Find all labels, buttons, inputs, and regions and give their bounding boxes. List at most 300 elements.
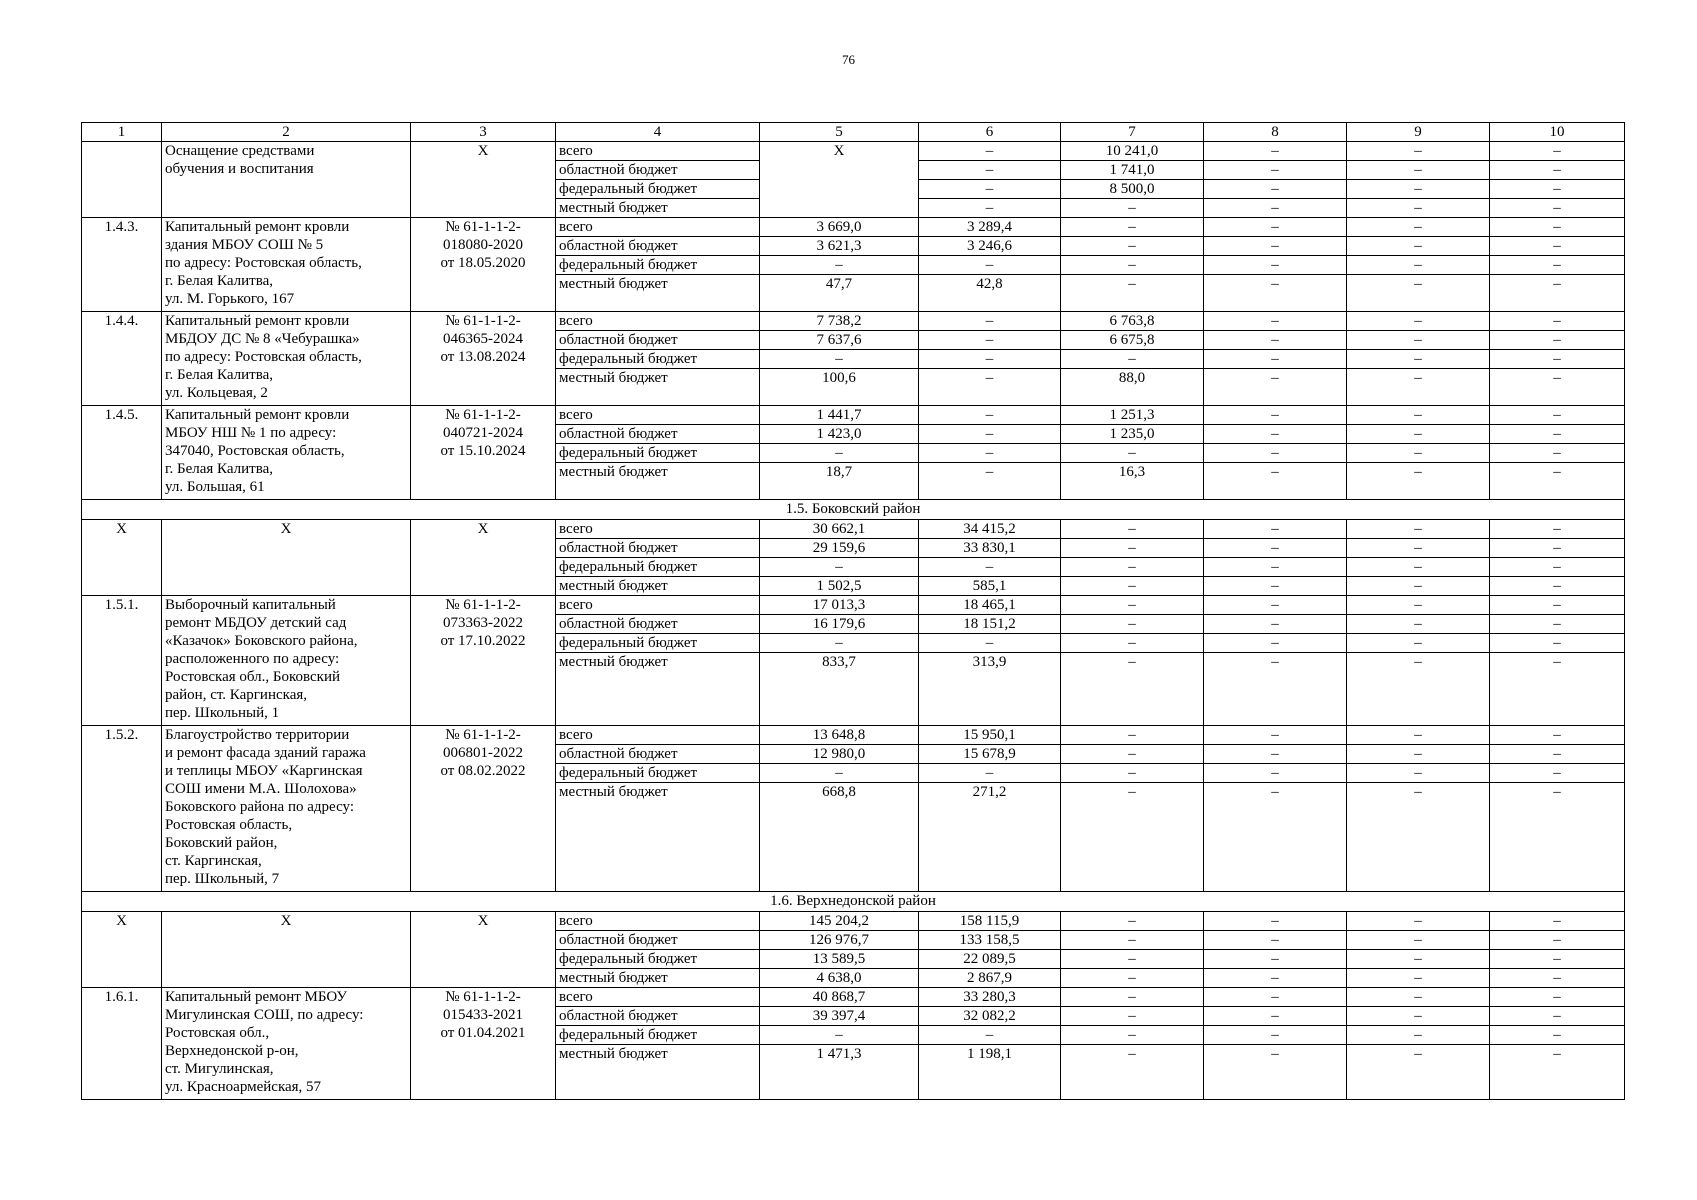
budget-source: местный бюджет xyxy=(556,463,760,500)
value-cell: – xyxy=(1490,444,1625,463)
value-cell: – xyxy=(1061,931,1204,950)
item-name xyxy=(162,726,411,892)
value-cell: 17 013,3 xyxy=(760,596,919,615)
value-cell: – xyxy=(919,312,1061,331)
value-cell: – xyxy=(919,199,1061,218)
item-number: 1.4.4. xyxy=(82,312,162,406)
value-cell: – xyxy=(1061,615,1204,634)
value-cell: – xyxy=(1061,653,1204,726)
value-cell: – xyxy=(1490,350,1625,369)
cell-line: Верхнедонской р-он, xyxy=(165,1043,299,1059)
budget-source: местный бюджет xyxy=(556,369,760,406)
cell-line: Ростовская область, xyxy=(165,817,293,833)
cell-line: X xyxy=(280,913,292,929)
value-cell: – xyxy=(1204,331,1347,350)
value-cell: 313,9 xyxy=(919,653,1061,726)
value-cell: – xyxy=(1204,142,1347,161)
cell-line: Капитальный ремонт кровли xyxy=(165,219,350,235)
section-row xyxy=(82,500,1625,520)
value-cell: – xyxy=(919,331,1061,350)
value-cell: – xyxy=(1490,596,1625,615)
value-cell: 12 980,0 xyxy=(760,745,919,764)
value-cell: – xyxy=(1347,969,1490,988)
value-cell: – xyxy=(1061,256,1204,275)
value-cell: – xyxy=(1347,312,1490,331)
value-cell: – xyxy=(1204,558,1347,577)
value-cell: – xyxy=(1490,161,1625,180)
cell-line: Капитальный ремонт МБОУ xyxy=(165,989,347,1005)
cell-line: Ростовская обл., Боковский xyxy=(165,669,341,685)
item-number: 1.5.1. xyxy=(82,596,162,726)
cell-line: X xyxy=(477,143,489,159)
cell-line: от 15.10.2024 xyxy=(440,443,526,459)
value-cell: 13 648,8 xyxy=(760,726,919,745)
cell-line: Боковский район, xyxy=(165,835,278,851)
cell-line: от 18.05.2020 xyxy=(440,255,526,271)
value-cell: 47,7 xyxy=(760,275,919,312)
value-cell: – xyxy=(1347,577,1490,596)
section-title: 1.5. Боковский район xyxy=(82,500,1625,520)
value-cell: – xyxy=(1061,199,1204,218)
cell-line: X xyxy=(477,521,489,537)
value-cell: 34 415,2 xyxy=(919,520,1061,539)
cell-line: от 13.08.2024 xyxy=(440,349,526,365)
value-cell: 15 678,9 xyxy=(919,745,1061,764)
value-cell: 4 638,0 xyxy=(760,969,919,988)
value-cell: – xyxy=(1490,237,1625,256)
value-cell: 33 280,3 xyxy=(919,988,1061,1007)
value-cell: 3 246,6 xyxy=(919,237,1061,256)
column-number-row xyxy=(82,123,1625,142)
value-cell: – xyxy=(1347,331,1490,350)
budget-source: местный бюджет xyxy=(556,577,760,596)
value-cell: – xyxy=(1347,161,1490,180)
item-name xyxy=(162,406,411,500)
value-cell: – xyxy=(760,764,919,783)
cell-line: расположенного по адресу: xyxy=(165,651,340,667)
value-cell: 585,1 xyxy=(919,577,1061,596)
value-cell: 6 675,8 xyxy=(1061,331,1204,350)
column-number: 1 xyxy=(82,123,162,142)
value-cell: – xyxy=(1490,312,1625,331)
value-cell: 1 502,5 xyxy=(760,577,919,596)
value-cell: – xyxy=(1061,1045,1204,1100)
value-cell: – xyxy=(1204,745,1347,764)
column-number: 5 xyxy=(760,123,919,142)
budget-source: областной бюджет xyxy=(556,331,760,350)
value-cell: – xyxy=(1490,369,1625,406)
budget-source: местный бюджет xyxy=(556,969,760,988)
value-cell: – xyxy=(1490,1007,1625,1026)
value-cell: 1 235,0 xyxy=(1061,425,1204,444)
column-number: 8 xyxy=(1204,123,1347,142)
budget-source: местный бюджет xyxy=(556,275,760,312)
value-cell: – xyxy=(1490,180,1625,199)
budget-source: федеральный бюджет xyxy=(556,256,760,275)
item-number: 1.4.3. xyxy=(82,218,162,312)
budget-source: областной бюджет xyxy=(556,745,760,764)
value-cell: – xyxy=(1347,350,1490,369)
value-cell: 3 621,3 xyxy=(760,237,919,256)
value-cell: – xyxy=(919,444,1061,463)
cell-line: Оснащение средствами xyxy=(165,143,315,159)
budget-source: всего xyxy=(556,520,760,539)
value-cell: – xyxy=(1490,1026,1625,1045)
value-cell: 29 159,6 xyxy=(760,539,919,558)
value-cell: 7 637,6 xyxy=(760,331,919,350)
value-cell: – xyxy=(1204,969,1347,988)
value-cell: – xyxy=(1061,1026,1204,1045)
budget-source: областной бюджет xyxy=(556,237,760,256)
budget-table xyxy=(81,122,1625,1100)
value-cell: – xyxy=(919,1026,1061,1045)
contract-number xyxy=(411,520,556,596)
value-cell: – xyxy=(1204,463,1347,500)
budget-source: всего xyxy=(556,218,760,237)
value-cell: – xyxy=(1061,444,1204,463)
value-cell: – xyxy=(1490,218,1625,237)
cell-line: X xyxy=(477,913,489,929)
value-cell: – xyxy=(1061,745,1204,764)
value-cell: – xyxy=(1490,950,1625,969)
value-cell: – xyxy=(1490,745,1625,764)
value-cell: – xyxy=(1061,988,1204,1007)
value-cell: 3 289,4 xyxy=(919,218,1061,237)
value-cell: – xyxy=(919,558,1061,577)
budget-source: областной бюджет xyxy=(556,615,760,634)
value-cell: – xyxy=(1061,539,1204,558)
value-cell: – xyxy=(1347,256,1490,275)
value-cell: 39 397,4 xyxy=(760,1007,919,1026)
cell-line: и теплицы МБОУ «Каргинская xyxy=(165,763,363,779)
value-cell: – xyxy=(1204,520,1347,539)
cell-line: ул. Красноармейская, 57 xyxy=(165,1079,322,1095)
cell-line: Капитальный ремонт кровли xyxy=(165,313,350,329)
value-cell: – xyxy=(919,350,1061,369)
value-cell: – xyxy=(1204,1045,1347,1100)
budget-source: областной бюджет xyxy=(556,931,760,950)
value-cell: – xyxy=(1204,539,1347,558)
value-cell: 8 500,0 xyxy=(1061,180,1204,199)
value-cell: – xyxy=(1347,912,1490,931)
value-cell: – xyxy=(1490,256,1625,275)
budget-source: местный бюджет xyxy=(556,199,760,218)
value-cell: – xyxy=(1490,275,1625,312)
budget-source: федеральный бюджет xyxy=(556,350,760,369)
value-cell: 10 241,0 xyxy=(1061,142,1204,161)
value-cell: – xyxy=(1347,463,1490,500)
cell-line: и ремонт фасада зданий гаража xyxy=(165,745,366,761)
value-cell: 1 198,1 xyxy=(919,1045,1061,1100)
budget-source: всего xyxy=(556,406,760,425)
value-cell: – xyxy=(1204,199,1347,218)
contract-number xyxy=(411,726,556,892)
value-cell: – xyxy=(1204,256,1347,275)
cell-line: от 01.04.2021 xyxy=(440,1025,526,1041)
budget-source: местный бюджет xyxy=(556,783,760,892)
value-cell: – xyxy=(1490,1045,1625,1100)
value-cell: – xyxy=(919,142,1061,161)
cell-line: 073363-2022 xyxy=(443,615,523,631)
budget-source: федеральный бюджет xyxy=(556,558,760,577)
value-cell: 1 441,7 xyxy=(760,406,919,425)
value-cell: – xyxy=(1061,1007,1204,1026)
value-cell: – xyxy=(1490,142,1625,161)
value-cell: – xyxy=(1347,218,1490,237)
value-cell: – xyxy=(1490,331,1625,350)
value-cell: – xyxy=(1347,950,1490,969)
value-cell: – xyxy=(919,764,1061,783)
item-number: 1.6.1. xyxy=(82,988,162,1100)
budget-source: федеральный бюджет xyxy=(556,444,760,463)
cell-line: обучения и воспитания xyxy=(165,161,314,177)
value-cell: – xyxy=(1490,912,1625,931)
column-number: 7 xyxy=(1061,123,1204,142)
cell-line: № 61-1-1-2- xyxy=(445,219,521,235)
value-cell: – xyxy=(1347,653,1490,726)
value-cell: – xyxy=(1347,745,1490,764)
value-cell: – xyxy=(1061,596,1204,615)
cell-line: 015433-2021 xyxy=(443,1007,523,1023)
value-cell: 16 179,6 xyxy=(760,615,919,634)
value-cell: – xyxy=(1490,463,1625,500)
value-cell: – xyxy=(1347,596,1490,615)
cell-line: № 61-1-1-2- xyxy=(445,727,521,743)
value-cell: – xyxy=(1347,520,1490,539)
item-name xyxy=(162,218,411,312)
contract-number xyxy=(411,406,556,500)
item-number: X xyxy=(82,912,162,988)
value-cell: – xyxy=(1204,218,1347,237)
value-cell: – xyxy=(1061,783,1204,892)
cell-line: здания МБОУ СОШ № 5 xyxy=(165,237,324,253)
cell-line: пер. Школьный, 7 xyxy=(165,871,280,887)
cell-line: по адресу: Ростовская область, xyxy=(165,349,362,365)
cell-line: 347040, Ростовская область, xyxy=(165,443,345,459)
budget-source: областной бюджет xyxy=(556,161,760,180)
column-number: 2 xyxy=(162,123,411,142)
cell-line: от 17.10.2022 xyxy=(440,633,526,649)
cell-line: Благоустройство территории xyxy=(165,727,350,743)
value-cell: – xyxy=(1204,577,1347,596)
value-cell: – xyxy=(1061,558,1204,577)
value-cell: – xyxy=(1347,726,1490,745)
value-cell: 15 950,1 xyxy=(919,726,1061,745)
value-cell: – xyxy=(1204,237,1347,256)
value-cell: – xyxy=(1204,425,1347,444)
value-cell: 1 423,0 xyxy=(760,425,919,444)
table-row xyxy=(82,406,1625,425)
item-name xyxy=(162,912,411,988)
cell-line: от 08.02.2022 xyxy=(440,763,526,779)
budget-source: всего xyxy=(556,988,760,1007)
value-cell: 18,7 xyxy=(760,463,919,500)
value-cell: – xyxy=(1490,931,1625,950)
value-cell: 271,2 xyxy=(919,783,1061,892)
value-cell: – xyxy=(1347,180,1490,199)
contract-number xyxy=(411,912,556,988)
value-cell: – xyxy=(1204,726,1347,745)
value-cell: – xyxy=(1204,764,1347,783)
value-cell: – xyxy=(1204,180,1347,199)
cell-line: X xyxy=(280,521,292,537)
budget-source: местный бюджет xyxy=(556,1045,760,1100)
value-cell: – xyxy=(919,161,1061,180)
table-row xyxy=(82,218,1625,237)
table-row xyxy=(82,142,1625,161)
cell-line: ул. Большая, 61 xyxy=(165,479,265,495)
value-cell: – xyxy=(1347,615,1490,634)
cell-line: Ростовская обл., xyxy=(165,1025,270,1041)
value-cell: – xyxy=(1204,1007,1347,1026)
value-cell: – xyxy=(1347,1026,1490,1045)
cell-line: № 61-1-1-2- xyxy=(445,989,521,1005)
contract-number xyxy=(411,988,556,1100)
table-row xyxy=(82,988,1625,1007)
value-cell: – xyxy=(1490,726,1625,745)
value-cell: – xyxy=(1204,912,1347,931)
value-cell: – xyxy=(1061,237,1204,256)
value-col5: X xyxy=(760,142,919,218)
table-row xyxy=(82,726,1625,745)
value-cell: – xyxy=(1490,764,1625,783)
cell-line: г. Белая Калитва, xyxy=(165,461,273,477)
value-cell: – xyxy=(919,369,1061,406)
cell-line: район, ст. Каргинская, xyxy=(165,687,307,703)
value-cell: – xyxy=(919,180,1061,199)
value-cell: 3 669,0 xyxy=(760,218,919,237)
item-name xyxy=(162,312,411,406)
budget-source: федеральный бюджет xyxy=(556,950,760,969)
item-name xyxy=(162,142,411,218)
value-cell: 2 867,9 xyxy=(919,969,1061,988)
value-cell: – xyxy=(1204,369,1347,406)
value-cell: – xyxy=(1490,425,1625,444)
value-cell: – xyxy=(1204,444,1347,463)
value-cell: – xyxy=(919,463,1061,500)
value-cell: – xyxy=(1204,275,1347,312)
value-cell: 40 868,7 xyxy=(760,988,919,1007)
cell-line: «Казачок» Боковского района, xyxy=(165,633,358,649)
value-cell: 30 662,1 xyxy=(760,520,919,539)
item-name xyxy=(162,988,411,1100)
cell-line: № 61-1-1-2- xyxy=(445,597,521,613)
cell-line: № 61-1-1-2- xyxy=(445,313,521,329)
value-cell: – xyxy=(1347,931,1490,950)
value-cell: – xyxy=(1061,577,1204,596)
value-cell: – xyxy=(1347,558,1490,577)
value-cell: – xyxy=(1347,1045,1490,1100)
budget-source: федеральный бюджет xyxy=(556,1026,760,1045)
value-cell: 18 465,1 xyxy=(919,596,1061,615)
value-cell: – xyxy=(1490,577,1625,596)
value-cell: – xyxy=(760,444,919,463)
value-cell: – xyxy=(1347,142,1490,161)
value-cell: – xyxy=(1347,988,1490,1007)
value-cell: 88,0 xyxy=(1061,369,1204,406)
value-cell: – xyxy=(1061,520,1204,539)
value-cell: 100,6 xyxy=(760,369,919,406)
cell-line: ул. Кольцевая, 2 xyxy=(165,385,268,401)
table-row xyxy=(82,520,1625,539)
budget-source: областной бюджет xyxy=(556,425,760,444)
value-cell: – xyxy=(1347,634,1490,653)
value-cell: – xyxy=(1490,988,1625,1007)
value-cell: – xyxy=(1204,596,1347,615)
value-cell: 33 830,1 xyxy=(919,539,1061,558)
value-cell: – xyxy=(1347,1007,1490,1026)
value-cell: 668,8 xyxy=(760,783,919,892)
section-title: 1.6. Верхнедонской район xyxy=(82,892,1625,912)
column-number: 9 xyxy=(1347,123,1490,142)
budget-source: местный бюджет xyxy=(556,653,760,726)
value-cell: – xyxy=(1061,350,1204,369)
value-cell: – xyxy=(1347,237,1490,256)
value-cell: – xyxy=(1490,969,1625,988)
budget-source: всего xyxy=(556,726,760,745)
value-cell: 833,7 xyxy=(760,653,919,726)
value-cell: – xyxy=(1347,764,1490,783)
cell-line: СОШ имени М.А. Шолохова» xyxy=(165,781,357,797)
value-cell: – xyxy=(919,425,1061,444)
cell-line: 046365-2024 xyxy=(443,331,523,347)
cell-line: ст. Мигулинская, xyxy=(165,1061,274,1077)
value-cell: – xyxy=(1490,558,1625,577)
value-cell: – xyxy=(1490,615,1625,634)
value-cell: – xyxy=(1204,931,1347,950)
value-cell: – xyxy=(760,350,919,369)
value-cell: 6 763,8 xyxy=(1061,312,1204,331)
value-cell: – xyxy=(1347,783,1490,892)
cell-line: Боковского района по адресу: xyxy=(165,799,354,815)
section-row xyxy=(82,892,1625,912)
value-cell: – xyxy=(1490,634,1625,653)
value-cell: – xyxy=(1347,539,1490,558)
cell-line: № 61-1-1-2- xyxy=(445,407,521,423)
value-cell: – xyxy=(760,558,919,577)
value-cell: – xyxy=(1347,425,1490,444)
contract-number xyxy=(411,218,556,312)
cell-line: 006801-2022 xyxy=(443,745,523,761)
cell-line: ул. М. Горького, 167 xyxy=(165,291,295,307)
budget-source: федеральный бюджет xyxy=(556,634,760,653)
value-cell: – xyxy=(1490,199,1625,218)
table-row xyxy=(82,596,1625,615)
budget-source: всего xyxy=(556,596,760,615)
cell-line: Капитальный ремонт кровли xyxy=(165,407,350,423)
value-cell: – xyxy=(1490,520,1625,539)
budget-source: федеральный бюджет xyxy=(556,180,760,199)
value-cell: 133 158,5 xyxy=(919,931,1061,950)
cell-line: ремонт МБДОУ детский сад xyxy=(165,615,347,631)
item-number: 1.4.5. xyxy=(82,406,162,500)
value-cell: – xyxy=(919,634,1061,653)
value-cell: – xyxy=(1490,783,1625,892)
value-cell: – xyxy=(1061,275,1204,312)
value-cell: – xyxy=(760,256,919,275)
value-cell: – xyxy=(1061,912,1204,931)
value-cell: – xyxy=(1061,950,1204,969)
cell-line: Выборочный капитальный xyxy=(165,597,336,613)
value-cell: 145 204,2 xyxy=(760,912,919,931)
value-cell: – xyxy=(1347,444,1490,463)
cell-line: пер. Школьный, 1 xyxy=(165,705,280,721)
value-cell: – xyxy=(1204,312,1347,331)
contract-number xyxy=(411,596,556,726)
value-cell: 126 976,7 xyxy=(760,931,919,950)
value-cell: 158 115,9 xyxy=(919,912,1061,931)
value-cell: – xyxy=(1204,161,1347,180)
